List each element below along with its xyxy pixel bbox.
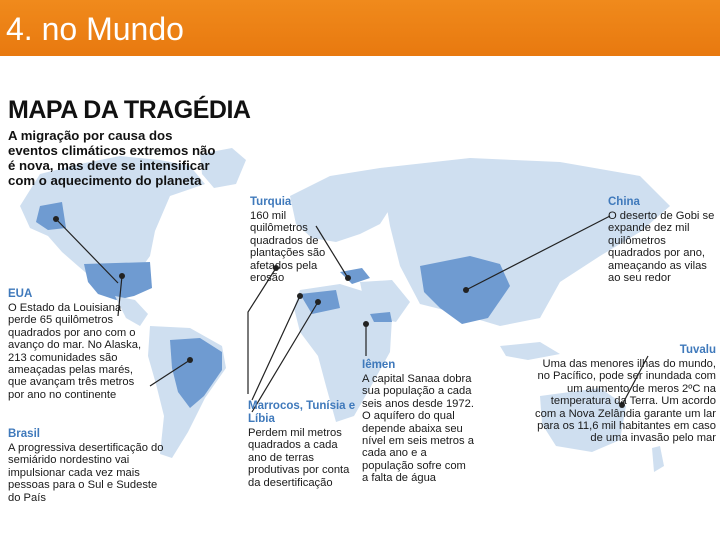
callout-iemen-title: Iêmen [362,359,396,371]
callout-tuvalu-text: Uma das menores ilhas do mundo, no Pacífico, pode ser inundada com um aumento de meros 2ºC na temperatura da Terra. Um acordo com a Nova Zelândia garante um lar para os 11,6 mil habitantes em caso de uma invasão pelo mar [535,358,716,445]
infographic-title: MAPA DA TRAGÉDIA [8,96,251,124]
callout-china-title: China [608,196,640,208]
callout-iemen-text: A capital Sanaa dobra sua população a cada seis anos desde 1972. O aquífero do qual depende abaixa seu nível em seis metros a cada ano e a população sofre com a falta de água [362,373,474,485]
morocco-leader [248,268,276,394]
callout-turquia-text: 160 mil quilômetros quadrados de plantações são afetados pela erosão [250,210,326,285]
new-zealand-land [652,446,664,472]
callout-eua [8,288,148,401]
infographic [0,56,720,540]
callout-eua-title: EUA [8,288,33,300]
callout-china [608,196,716,284]
callout-eua-text: O Estado da Louisiana perde 65 quilômetros quadrados por ano com o avanço do mar. No Alaska, 213 comunidades são ameaçadas pelas marés, que avançam três metros por ano no continente [8,302,142,401]
libya-leader [252,302,318,412]
callout-marrocos-text: Perdem mil metros quadrados a cada ano de terras produtivas por conta da desertificação [248,427,350,489]
callout-turquia-title: Turquia [250,196,292,208]
callout-brasil-title: Brasil [8,428,40,440]
callout-brasil [8,428,170,504]
slide-title: 4. no Mundo [6,11,184,47]
tunisia-leader [252,296,300,400]
infographic-intro: A migração por causa dos eventos climáticos extremos não é nova, mas deve se intensificar com o aquecimento do planeta [8,128,216,188]
callout-turquia [250,196,346,284]
callout-tuvalu [532,344,716,445]
callout-iemen [362,359,474,485]
callout-marrocos-title: Marrocos, Tunísia e Líbia [248,400,356,425]
callout-marrocos [248,400,356,489]
callout-brasil-text: A progressiva desertificação do semiárido nordestino vai impulsionar cada vez mais pessoas para o Sul e Sudeste do País [8,442,164,504]
slide-header [0,0,720,56]
callout-china-text: O deserto de Gobi se expande dez mil quilômetros quadrados por ano, ameaçando as vilas ao seu redor [608,210,715,285]
callout-tuvalu-title: Tuvalu [679,344,716,356]
